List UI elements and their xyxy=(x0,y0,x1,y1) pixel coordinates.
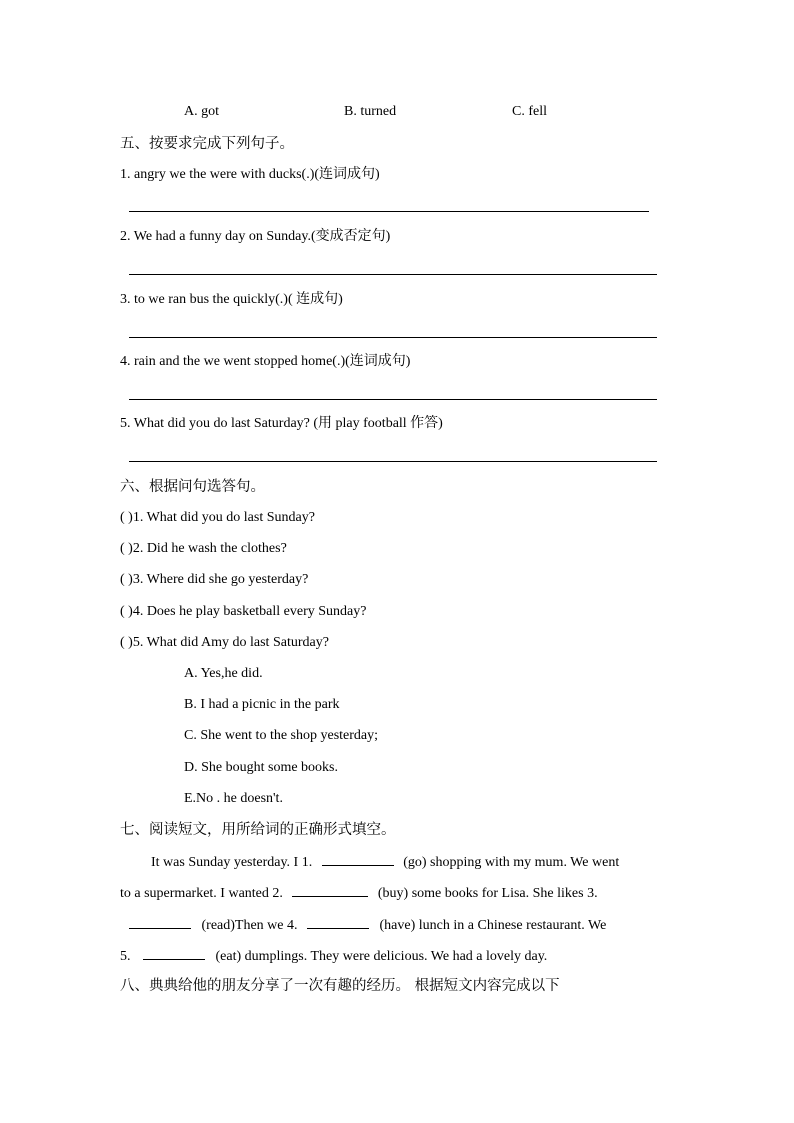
section6-question-5: ( )5. What did Amy do last Saturday? xyxy=(120,635,329,650)
section6-answer-e: E.No . he doesn't. xyxy=(184,791,283,806)
option-b: B. turned xyxy=(344,104,397,119)
section6-question-1: ( )1. What did you do last Sunday? xyxy=(120,510,315,525)
option-a: A. got xyxy=(184,104,219,119)
passage-text: (buy) some books for Lisa. She likes 3. xyxy=(377,886,598,901)
section6-answer-a: A. Yes,he did. xyxy=(184,666,263,681)
section7-heading: 七、阅读短文，用所给词的正确形式填空。 xyxy=(120,822,396,838)
section6-answer-c: C. She went to the shop yesterday; xyxy=(184,728,379,743)
section6-answer-b: B. I had a picnic in the park xyxy=(184,697,340,712)
answer-line-4[interactable] xyxy=(129,399,657,400)
passage-text: (go) shopping with my mum. We went xyxy=(403,855,620,870)
section6-answer-d: D. She bought some books. xyxy=(184,760,338,775)
section6-question-3: ( )3. Where did she go yesterday? xyxy=(120,572,309,587)
passage-text: (read)Then we 4. xyxy=(201,918,298,933)
section5-item-5: 5. What did you do last Saturday? (用 play football 作答) xyxy=(120,416,443,431)
section8-heading: 八、典典给他的朋友分享了一次有趣的经历。 根据短文内容完成以下 xyxy=(120,978,560,994)
answer-line-2[interactable] xyxy=(129,274,657,275)
passage-line-4 xyxy=(120,945,675,967)
section5-item-3: 3. to we ran bus the quickly(.)( 连成句) xyxy=(120,292,343,307)
answer-line-5[interactable] xyxy=(129,461,657,462)
blank-5[interactable] xyxy=(143,945,205,960)
passage-text: (have) lunch in a Chinese restaurant. We xyxy=(379,918,607,933)
answer-line-1[interactable] xyxy=(129,211,649,212)
section6-question-2: ( )2. Did he wash the clothes? xyxy=(120,541,287,556)
blank-2[interactable] xyxy=(292,882,368,897)
passage-text: (eat) dumplings. They were delicious. We had a lovely day. xyxy=(215,949,548,964)
blank-3[interactable] xyxy=(129,914,191,929)
section5-item-1: 1. angry we the were with ducks(.)(连词成句) xyxy=(120,167,380,182)
section6-question-4: ( )4. Does he play basketball every Sunday? xyxy=(120,604,367,619)
passage-line-2 xyxy=(120,882,675,904)
option-c: C. fell xyxy=(512,104,547,119)
section5-heading: 五、按要求完成下列句子。 xyxy=(120,136,294,152)
blank-1[interactable] xyxy=(322,851,394,866)
section5-item-4: 4. rain and the we went stopped home(.)(连词成句) xyxy=(120,354,411,369)
section5-item-2: 2. We had a funny day on Sunday.(变成否定句) xyxy=(120,229,391,244)
passage-text: 5. xyxy=(120,949,131,964)
passage-line-3 xyxy=(120,914,675,936)
passage-line-1 xyxy=(120,851,675,873)
blank-4[interactable] xyxy=(307,914,369,929)
answer-line-3[interactable] xyxy=(129,337,657,338)
passage-text: to a supermarket. I wanted 2. xyxy=(120,886,283,901)
passage-text: It was Sunday yesterday. I 1. xyxy=(151,855,313,870)
section6-heading: 六、根据问句选答句。 xyxy=(120,479,265,495)
